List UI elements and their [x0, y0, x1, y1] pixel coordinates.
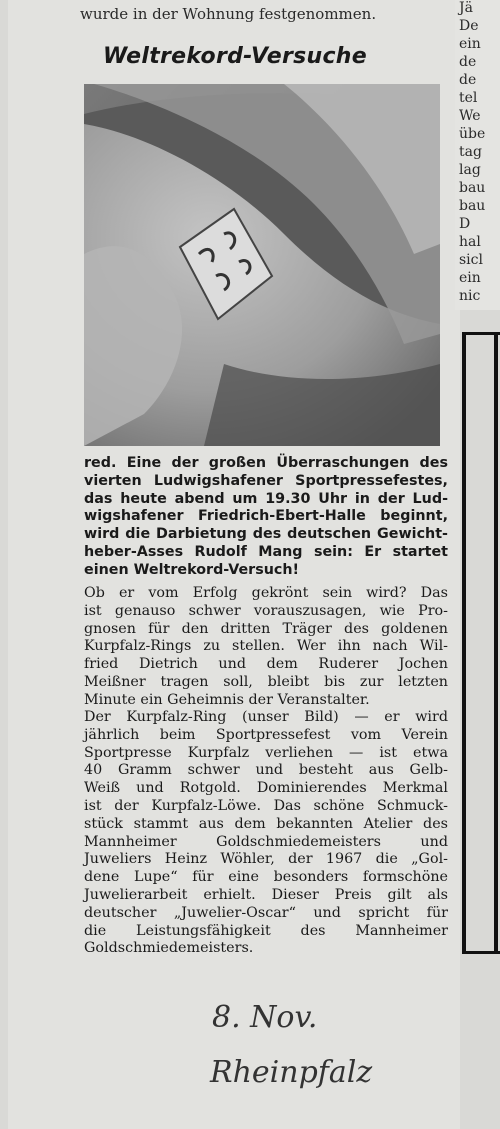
text-line: jährlich beim Sportpressefest vom Verein [84, 726, 448, 743]
text-line: wird die Darbietung des deutschen Gewicht- [84, 526, 448, 543]
neighbor-fragment: D [459, 216, 471, 232]
text-line: Ob er vom Erfolg gekrönt sein wird? Das [84, 585, 448, 601]
neighbor-fragment: übe [459, 126, 486, 142]
text-line: die Leistungsfähigkeit des Mannheimer [84, 922, 448, 939]
previous-article-fragment: wurde in der Wohnung festgenommen. [80, 5, 377, 23]
text-line: heber-Asses Rudolf Mang sein: Er startet [84, 543, 448, 560]
text-line: vierten Ludwigshafener Sportpressefestes, [84, 472, 448, 489]
handwritten-date: 8. Nov. [212, 1000, 318, 1035]
text-line: red. Eine der großen Überraschungen des [84, 455, 448, 471]
text-line: dene Lupe“ für eine besonders formschöne [84, 869, 448, 886]
text-line: gnosen für den dritten Träger des goldenen [84, 620, 448, 637]
text-line: Goldschmiedemeisters. [84, 940, 254, 957]
neighbor-fragment: ein [459, 36, 481, 52]
ring-photo [84, 84, 440, 446]
lead-paragraph [84, 455, 448, 580]
box-border-left [462, 332, 466, 954]
text-line: das heute abend um 19.30 Uhr in der Lud- [84, 490, 448, 507]
text-line: fried Dietrich und dem Ruderer Jochen [84, 656, 448, 673]
neighbor-fragment: de [459, 54, 477, 70]
text-line: stück stammt aus dem bekannten Atelier des [84, 815, 448, 832]
neighbor-fragment: de [459, 72, 477, 88]
text-line: Meißner tragen soll, bleibt bis zur letzten [84, 673, 448, 690]
neighbor-fragment: nic [459, 288, 481, 304]
body-paragraph-3 [84, 709, 448, 958]
text-line: Juweliers Heinz Wöhler, der 1967 die „Gol- [84, 851, 448, 868]
neighbor-fragment: sicl [459, 252, 483, 268]
text-line: ist der Kurpfalz-Löwe. Das schöne Schmuck- [84, 797, 448, 814]
neighbor-fragment: ein [459, 270, 481, 286]
neighbor-fragment: bau [459, 180, 486, 196]
text-line: Mannheimer Goldschmiedemeisters und [84, 833, 448, 850]
body-paragraph-2 [84, 585, 448, 710]
neighbor-fragment: hal [459, 234, 481, 250]
neighbor-fragment: We [459, 108, 481, 124]
neighbor-fragment: tel [459, 90, 478, 106]
neighbor-fragment: tag [459, 144, 482, 160]
text-line: deutscher „Juwelier-Oscar“ und spricht für [84, 904, 448, 921]
text-line: 40 Gramm schwer und besteht aus Gelb- [84, 762, 448, 779]
neighbor-fragment: De [459, 18, 479, 34]
text-line: einen Weltrekord-Versuch! [84, 561, 300, 578]
text-line: Weiß und Rotgold. Dominierendes Merkmal [84, 780, 448, 797]
article-headline: Weltrekord-Versuche [103, 44, 367, 69]
text-line: Minute ein Geheimnis der Veranstalter. [84, 691, 370, 708]
neighbor-fragment: Jä [459, 0, 473, 16]
neighbor-fragment: bau [459, 198, 486, 214]
text-line: Juwelierarbeit erhielt. Dieser Preis gilt als [84, 886, 448, 903]
box-border-bottom [462, 951, 500, 954]
neighbor-fragment: lag [459, 162, 481, 178]
handwritten-source: Rheinpfalz [210, 1055, 373, 1090]
text-line: wigshafener Friedrich-Ebert-Halle beginnt, [84, 508, 448, 525]
text-line: Der Kurpfalz-Ring (unser Bild) — er wird [84, 709, 448, 725]
text-line: Kurpfalz-Rings zu stellen. Wer ihn nach Wil- [84, 638, 448, 655]
text-line: ist genauso schwer vorauszusagen, wie Pro- [84, 602, 448, 619]
box-border-right [494, 332, 498, 954]
text-line: Sportpresse Kurpfalz verliehen — ist etwa [84, 744, 448, 761]
